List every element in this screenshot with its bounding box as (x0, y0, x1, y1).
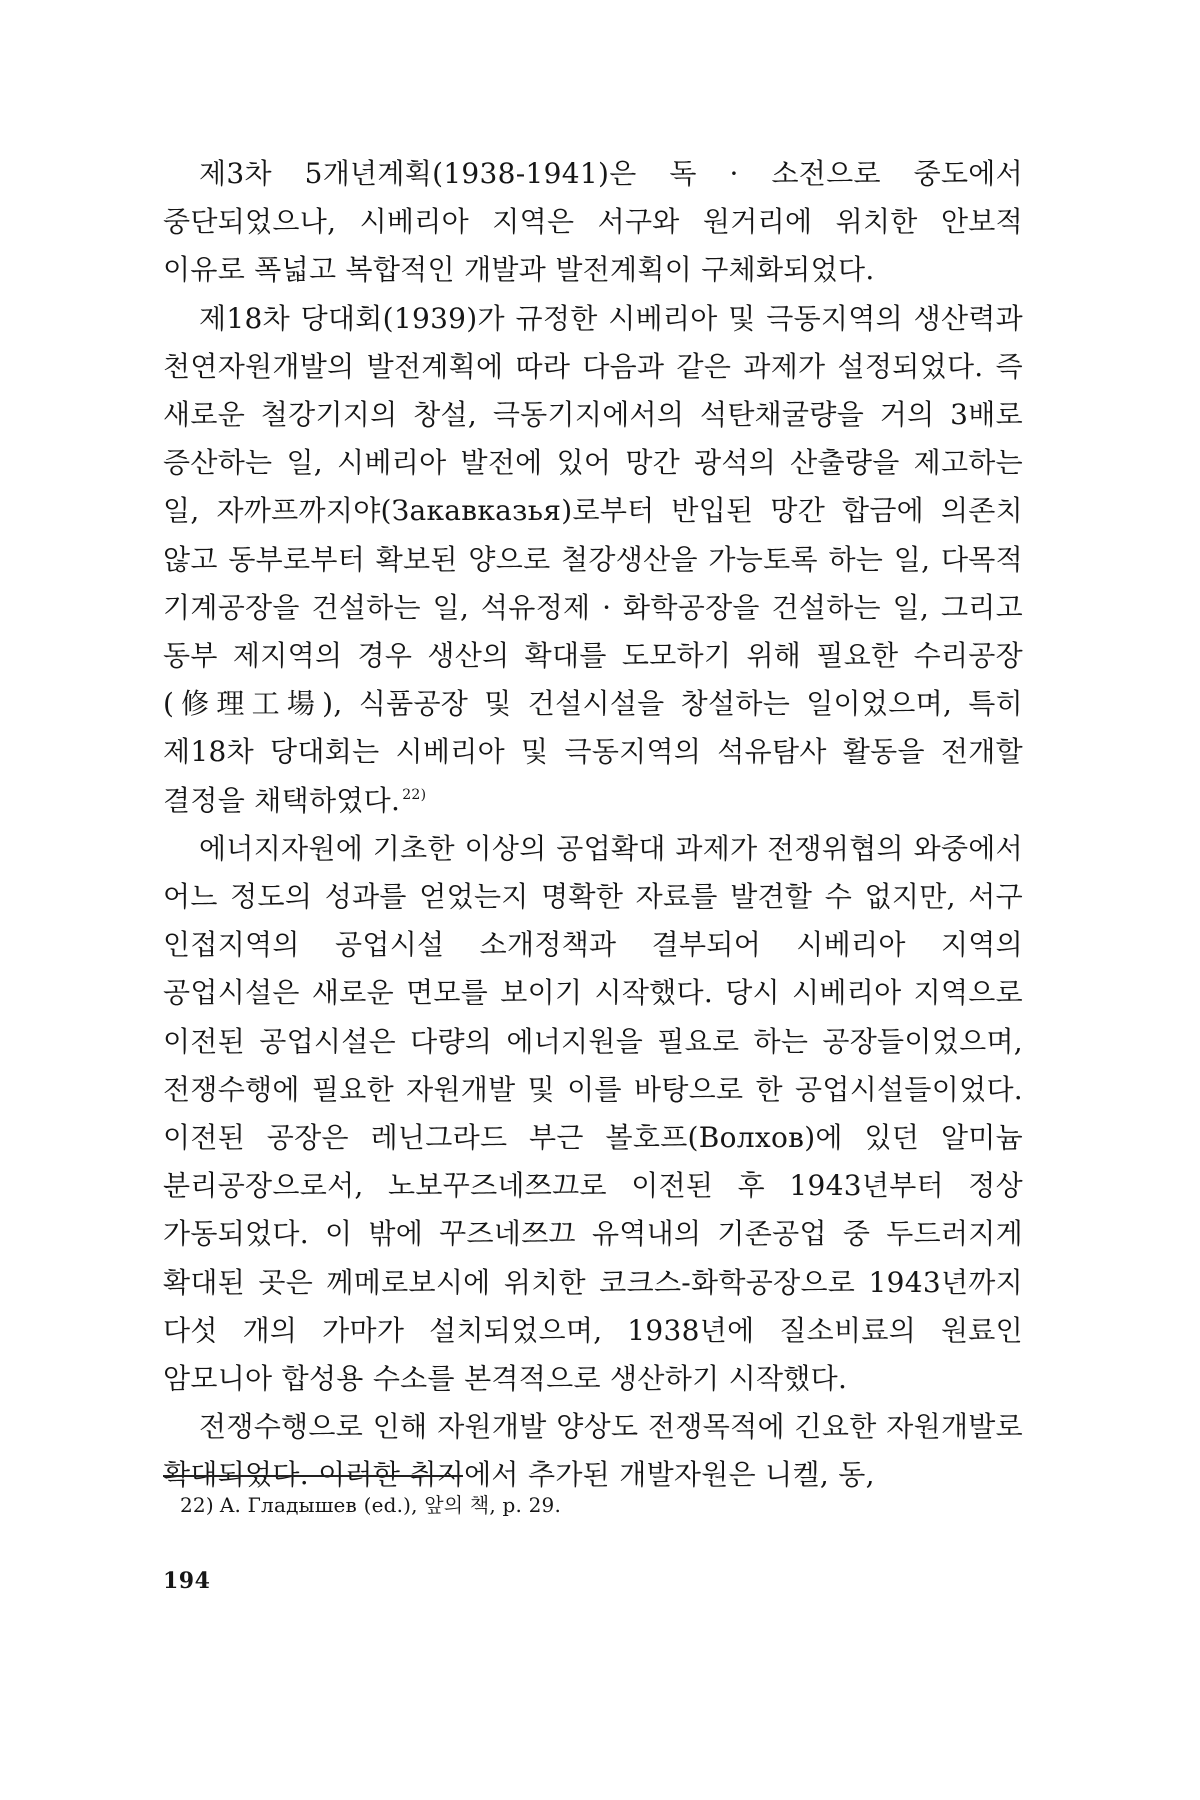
page-number: 194 (163, 1568, 211, 1594)
footnote-text: A. Гладышев (ed.), 앞의 책, p. 29. (219, 1493, 562, 1517)
footnote-number: 22) (180, 1493, 214, 1517)
footnote (180, 1492, 561, 1518)
body-text (163, 150, 1023, 1500)
paragraph-3: 에너지자원에 기초한 이상의 공업확대 과제가 전쟁위협의 와중에서 어느 정도의 성과를 얻었는지 명확한 자료를 발견할 수 없지만, 서구 인접지역의 공업시설 소개정책과 결부되어 시베리아 지역의 공업시설은 새로운 면모를 보이기 시작했다. 당시 시베리아 지역으로 이전된 공업시설은 다량의 에너지원을 필요로 하는 공장들이었으며, 전쟁수행에 필요한 자원개발 및 이를 바탕으로 한 공업시설들이었다. 이전된 공장은 레닌그라드 부근 볼호프(Волхов)에 있던 알미늄 분리공장으로서, 노보꾸즈네쯔끄로 이전된 후 1943년부터 정상 가동되었다. 이 밖에 꾸즈네쯔끄 유역내의 기존공업 중 두드러지게 확대된 곳은 께메로보시에 위치한 코크스-화학공장으로 1943년까지 다섯 개의 가마가 설치되었으며, 1938년에 질소비료의 원료인 암모니아 합성용 수소를 본격적으로 생산하기 시작했다. (163, 831, 1023, 1396)
paragraph-4: 전쟁수행으로 인해 자원개발 양상도 전쟁목적에 긴요한 자원개발로 확대되었다. 이러한 취지에서 추가된 개발자원은 니켈, 동, (163, 1410, 1023, 1492)
paragraph-2: 제18차 당대회(1939)가 규정한 시베리아 및 극동지역의 생산력과 천연자원개발의 발전계획에 따라 다음과 같은 과제가 설정되었다. 즉 새로운 철강기지의 창설, 극동기지에서의 석탄채굴량을 거의 3배로 증산하는 일, 시베리아 발전에 있어 망간 광석의 산출량을 제고하는 일, 자까프까지야(Закавказья)로부터 반입된 망간 합금에 의존치 않고 동부로부터 확보된 양으로 철강생산을 가능토록 하는 일, 다목적 기계공장을 건설하는 일, 석유정제 · 화학공장을 건설하는 일, 그리고 동부 제지역의 경우 생산의 확대를 도모하기 위해 필요한 수리공장(修理工場), 식품공장 및 건설시설을 창설하는 일이었으며, 특히 제18차 당대회는 시베리아 및 극동지역의 석유탐사 활동을 전개할 결정을 채택하였다. $^{22)}$ (163, 301, 1023, 817)
paragraph-1: 제3차 5개년계획(1938-1941)은 독 · 소전으로 중도에서 중단되었으나, 시베리아 지역은 서구와 원거리에 위치한 안보적 이유로 폭넓고 복합적인 개발과 발전계획이 구체화되었다. (163, 157, 1023, 287)
footnote-divider (163, 1475, 463, 1477)
footnote-reference: 22) (402, 787, 427, 804)
